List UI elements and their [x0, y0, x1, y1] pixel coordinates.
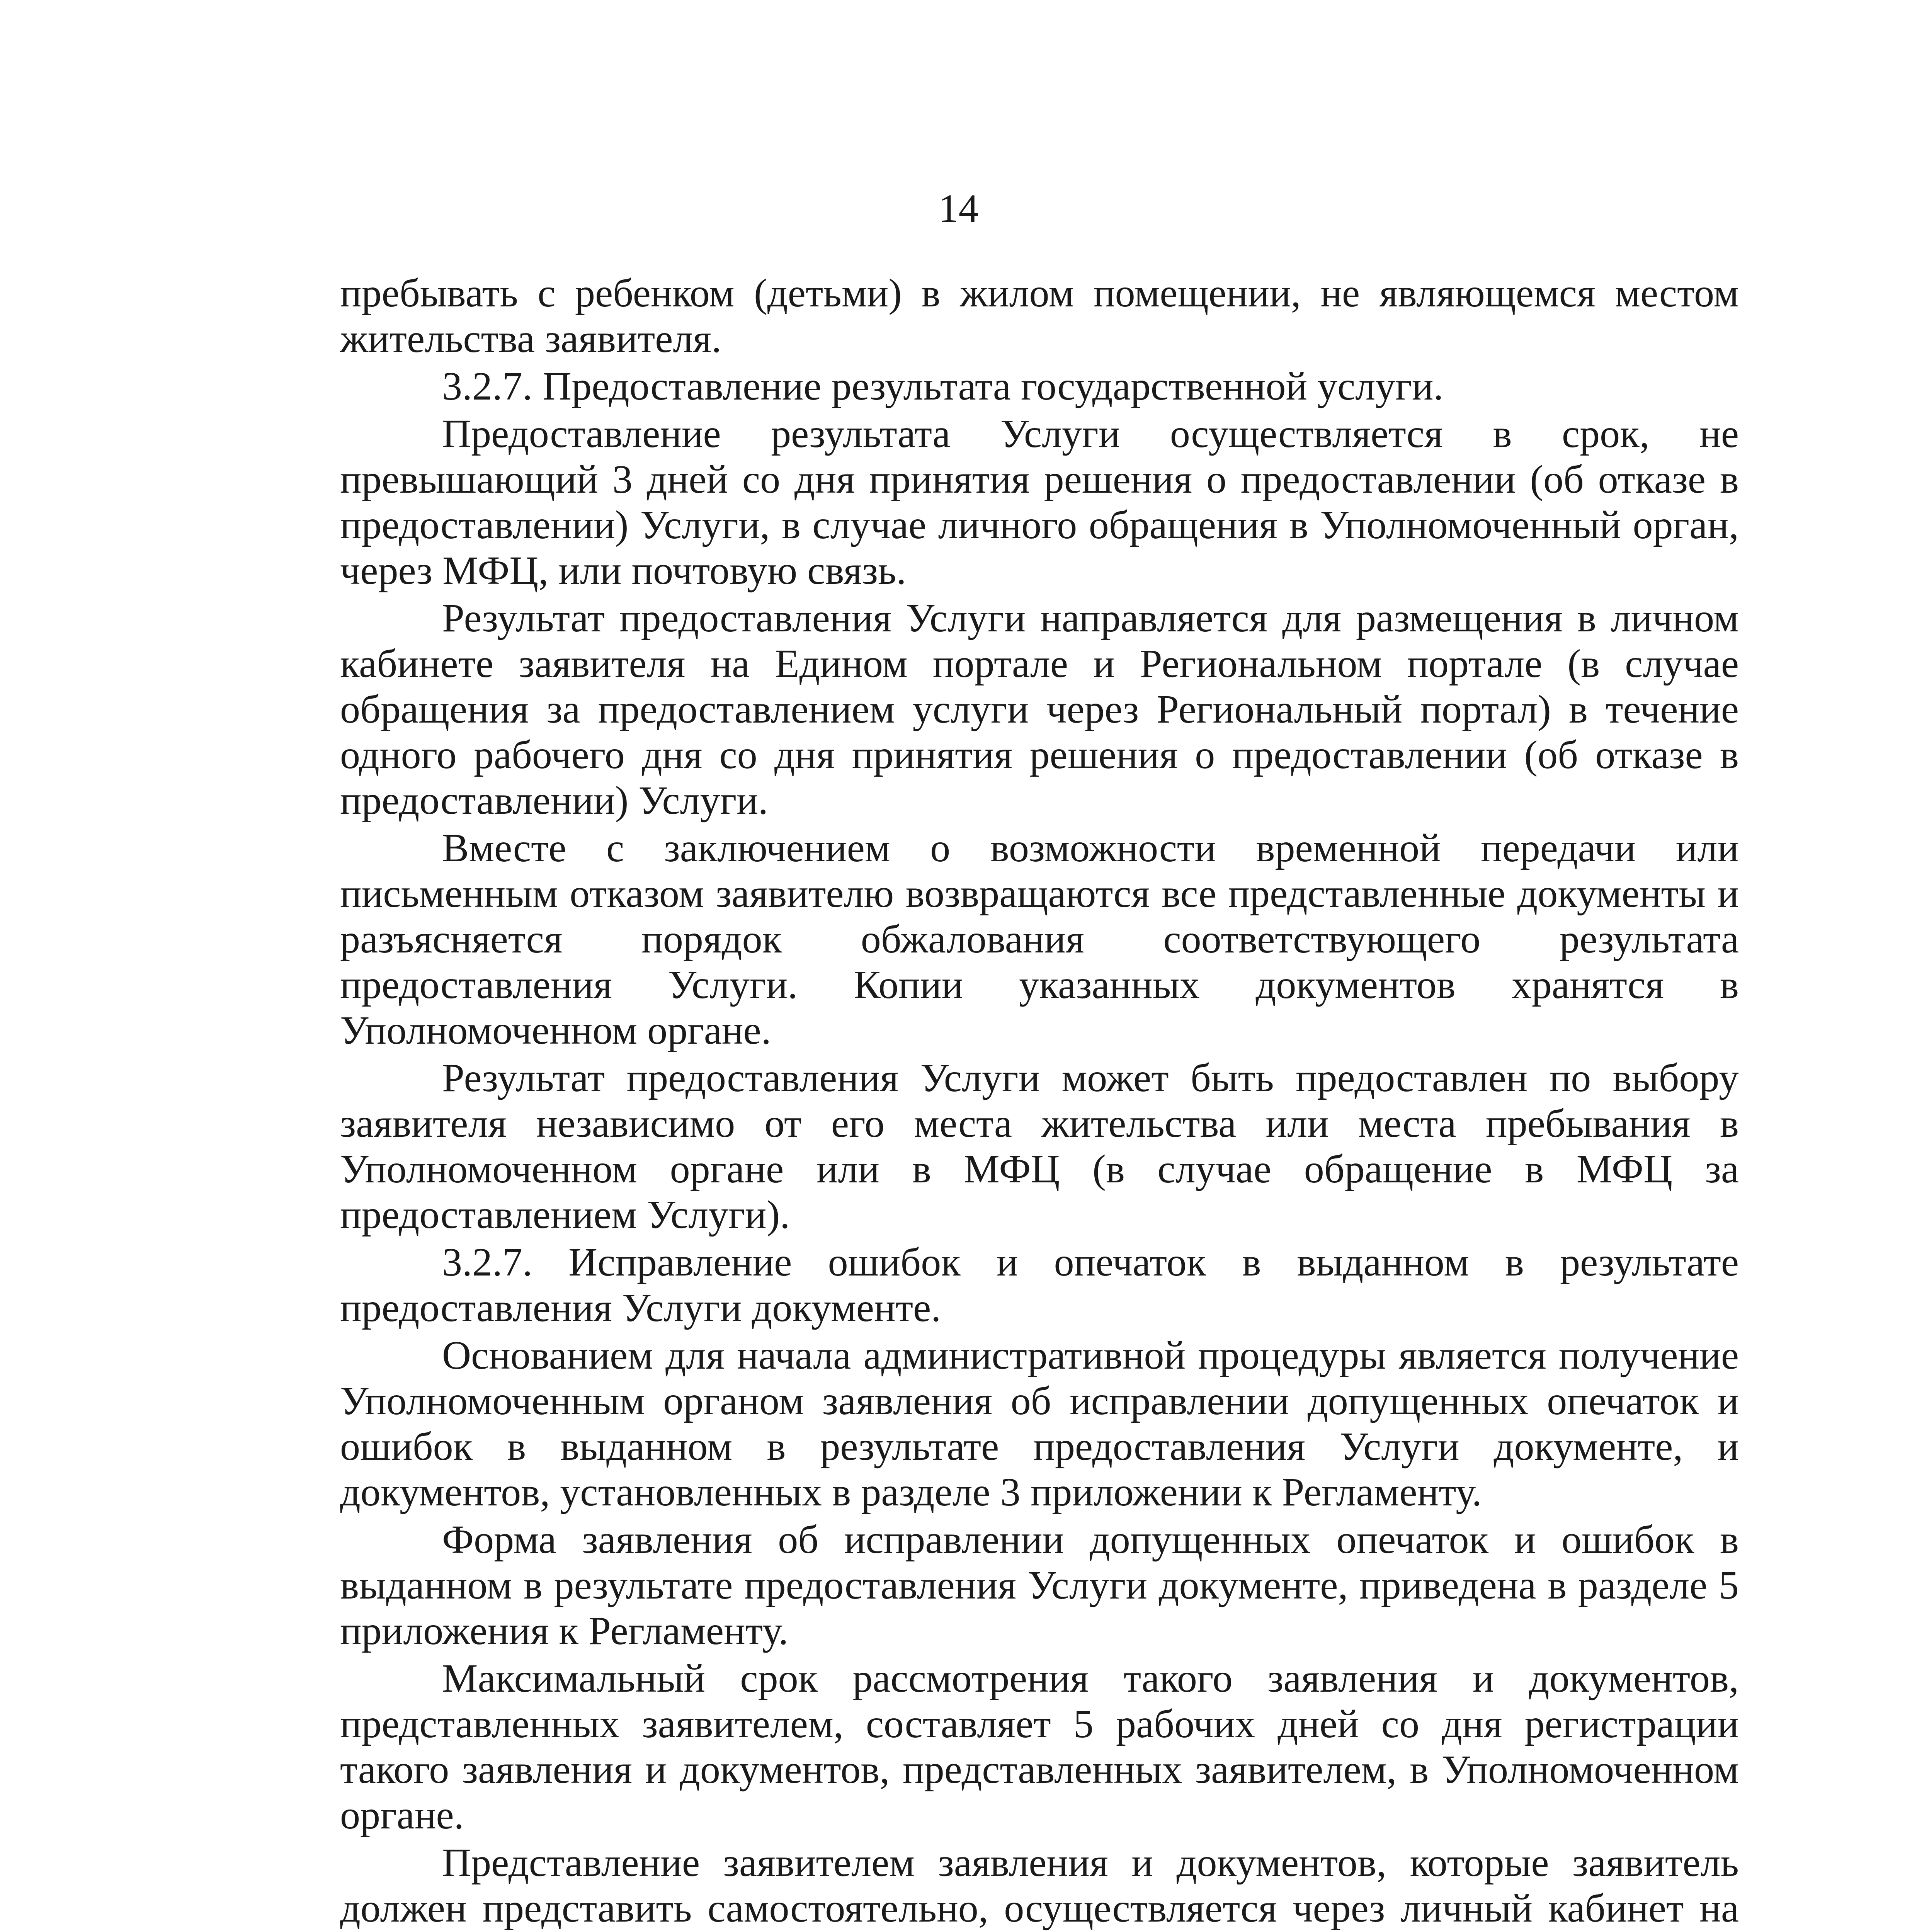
paragraph-submission: Представление заявителем заявления и документов, которые заявитель должен представить самостоятельно, осуществляется через личный кабинет на [340, 1840, 1739, 1930]
document-body [340, 270, 1739, 1932]
section-heading-error-correction: 3.2.7. Исправление ошибок и опечаток в выданном в результате предоставления Услуги документе. [340, 1240, 1739, 1330]
section-heading-result-delivery: 3.2.7. Предоставление результата государственной услуги. [442, 364, 1444, 408]
paragraph-personal-cabinet: Результат предоставления Услуги направляется для размещения в личном кабинете заявителя на Едином портале и Региональном портале (в случае обращения за предоставлением услуги через Региональный портал) в течение одного рабочего дня со дня принятия решения о предоставлении (об отказе в предоставлении) Услуги. [340, 596, 1739, 823]
paragraph-result-choice: Результат предоставления Услуги может быть предоставлен по выбору заявителя независимо от его места жительства или места пребывания в Уполномоченном органе или в МФЦ (в случае обращение в МФЦ за предоставлением Услуги). [340, 1056, 1739, 1237]
paragraph-application-form: Форма заявления об исправлении допущенных опечаток и ошибок в выданном в результате предоставления Услуги документе, приведена в разделе 5 приложения к Регламенту. [340, 1517, 1739, 1653]
paragraph-continuation: пребывать с ребенком (детьми) в жилом помещении, не являющемся местом жительства заявителя. [340, 271, 1739, 361]
paragraph-delivery-term: Предоставление результата Услуги осуществляется в срок, не превышающий 3 дней со дня принятия решения о предоставлении (об отказе в предоставлении) Услуги, в случае личного обращения в Уполномоченный орган, через МФЦ, или почтовую связь. [340, 412, 1739, 593]
page-number: 14 [938, 186, 979, 231]
paragraph-procedure-basis: Основанием для начала административной процедуры является получение Уполномоченным органом заявления об исправлении допущенных опечаток и ошибок в выданном в результате предоставления Услуги документе, и документов, установленных в разделе 3 приложении к Регламенту. [340, 1333, 1739, 1514]
paragraph-documents-return: Вместе с заключением о возможности временной передачи или письменным отказом заявителю возвращаются все представленные документы и разъясняется порядок обжалования соответствующего результата предоставления Услуги. Копии указанных документов хранятся в Уполномоченном органе. [340, 826, 1739, 1053]
paragraph-max-term: Максимальный срок рассмотрения такого заявления и документов, представленных заявителем, составляет 5 рабочих дней со дня регистрации такого заявления и документов, представленных заявителем, в Уполномоченном органе. [340, 1656, 1739, 1837]
